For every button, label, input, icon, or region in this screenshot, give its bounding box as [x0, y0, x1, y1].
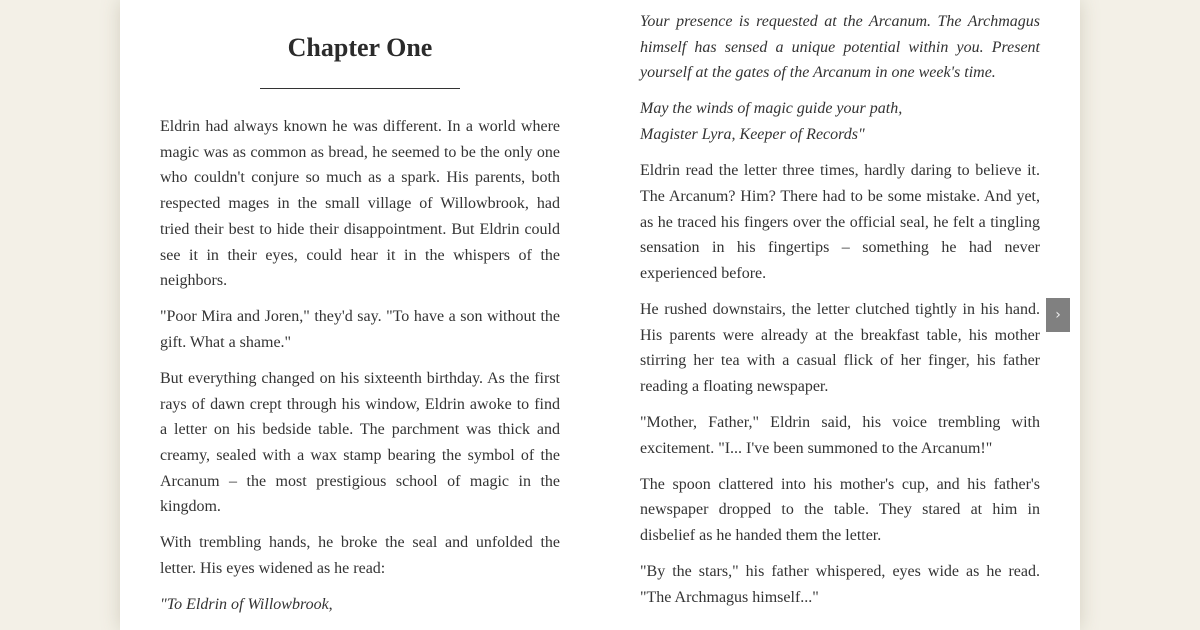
right-column	[640, 9, 1040, 621]
letter-signoff	[640, 96, 1040, 147]
paragraph: "Poor Mira and Joren," they'd say. "To have a son without the gift. What a shame."	[160, 308, 560, 351]
signoff-signature: Magister Lyra, Keeper of Records"	[640, 126, 865, 144]
paragraph: "Mother, Father," Eldrin said, his voice trembling with excitement. "I... I've been summoned to the Arcanum!"	[640, 414, 1040, 457]
chevron-right-icon: ›	[1055, 307, 1061, 323]
chapter-title: Chapter One	[287, 33, 433, 62]
paragraph: Eldrin had always known he was different. In a world where magic was as common as bread, he seemed to be the only one who couldn't conjure so much as a spark. His parents, both respected mages in the small village of Willowbrook, had tried their best to hide their disappointment. But Eldrin could see it in their eyes, could hear it in the whispers of the neighbors.	[160, 118, 560, 290]
paragraph: He rushed downstairs, the letter clutched tightly in his hand. His parents were already at the breakfast table, his mother stirring her tea with a casual flick of her finger, his father reading a floating newspaper.	[640, 300, 1040, 396]
left-column	[160, 30, 560, 628]
paragraph: "By the stars," his father whispered, eyes wide as he read. "The Archmagus himself..."	[640, 563, 1040, 606]
paragraph: But everything changed on his sixteenth birthday. As the first rays of dawn crept through his window, Eldrin awoke to find a letter on his bedside table. The parchment was thick and creamy, sealed with a wax stamp bearing the symbol of the Arcanum – the most prestigious school of magic in the kingdom.	[160, 369, 560, 516]
paragraph: With trembling hands, he broke the seal and unfolded the letter. His eyes widened as he read:	[160, 534, 560, 578]
book-page	[120, 0, 1080, 630]
paragraph: The spoon clattered into his mother's cup, and his father's newspaper dropped to the table. They stared at him in disbelief as he handed them the letter.	[640, 475, 1040, 545]
next-page-button[interactable]	[1046, 298, 1070, 332]
title-divider	[260, 88, 460, 89]
letter-body: Your presence is requested at the Arcanum. The Archmagus himself has sensed a unique potential within you. Present yourself at the gates of the Arcanum in one week's time.	[640, 13, 1040, 82]
letter-salutation: "To Eldrin of Willowbrook,	[160, 596, 333, 614]
paragraph: Eldrin read the letter three times, hardly daring to believe it. The Arcanum? Him? There had to be some mistake. And yet, as he traced his fingers over the official seal, he felt a tingling sensation in his fingertips – something he had never experienced before.	[640, 162, 1040, 282]
signoff-line: May the winds of magic guide your path,	[640, 100, 903, 118]
